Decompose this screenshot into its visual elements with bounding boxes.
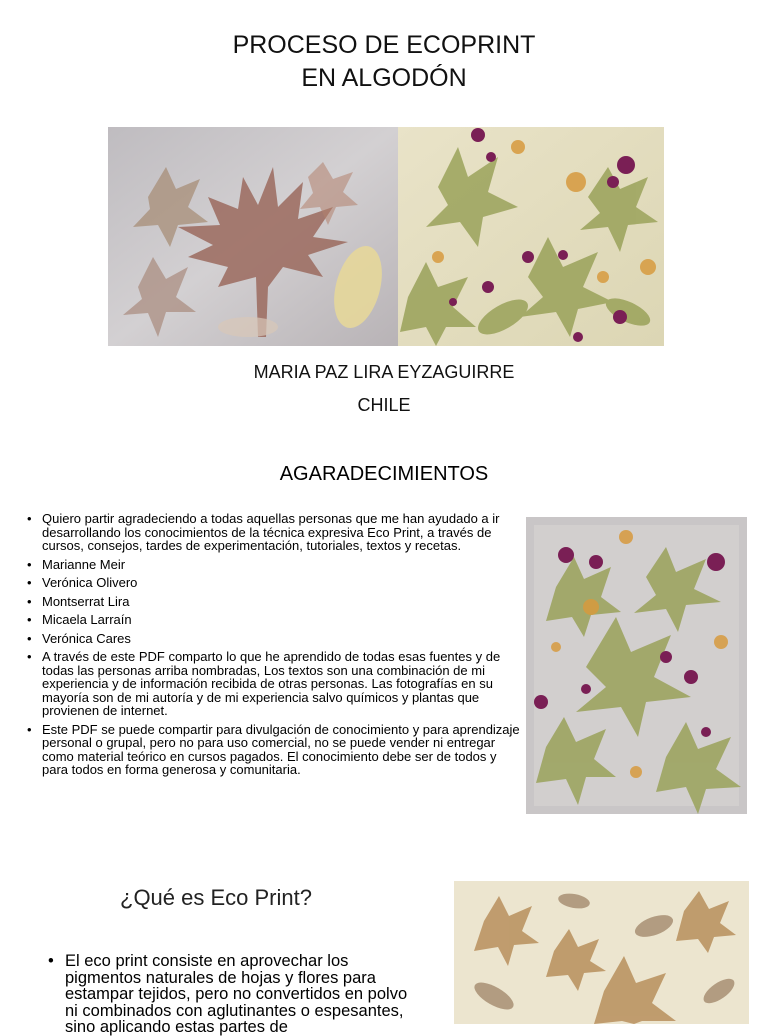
list-item: • A través de este PDF comparto lo que he aprendido de todas esas fuentes y de todas las personas arriba nombradas, Los textos son una combinación de mi experiencia y de información recibida de otras personas. Las fotografías en su mayoría son de mi autoría y de mi experiencia salvo químicos y plantas que provienen de internet.: [27, 650, 522, 718]
list-item: • Marianne Meir: [27, 558, 522, 572]
hero-ecoprint-photo: [108, 127, 664, 346]
what-is-ecoprint-list: [48, 953, 408, 1036]
author-country: CHILE: [357, 395, 411, 415]
acknowledgements-list: [27, 512, 522, 782]
author-name: MARIA PAZ LIRA EYZAGUIRRE: [253, 362, 515, 382]
list-item: • Quiero partir agradeciendo a todas aquellas personas que me han ayudado a ir desarrollando los conocimientos de la técnica expresiva Eco Print, a través de cursos, consejos, tardes de experimentación, tutoriales, textos y recetas.: [27, 512, 522, 553]
list-item: • Verónica Olivero: [27, 576, 522, 590]
ecoprint-cream-fabric-photo: [454, 881, 749, 1024]
page-title-line-2: EN ALGODÓN: [301, 64, 467, 92]
what-is-ecoprint-heading: ¿Qué es Eco Print?: [120, 885, 312, 910]
acknowledgements-heading: AGARADECIMIENTOS: [279, 463, 489, 485]
ecoprint-fabric-photo: [526, 517, 747, 814]
list-item: • Montserrat Lira: [27, 595, 522, 609]
list-item: • Verónica Cares: [27, 632, 522, 646]
list-item: • El eco print consiste en aprovechar los pigmentos naturales de hojas y flores para estampar tejidos, pero no convertidos en polvo ni combinados con aglutinantes o espesantes, sino aplicando estas partes de: [48, 953, 408, 1036]
list-item: • Este PDF se puede compartir para divulgación de conocimiento y para aprendizaje personal o grupal, pero no para uso comercial, no se puede vender ni entregar como material teórico en cursos pagados. El conocimiento debe ser de todos y para todos en forma generosa y comunitaria.: [27, 723, 522, 777]
list-item: • Micaela Larraín: [27, 613, 522, 627]
page-title-line-1: PROCESO DE ECOPRINT: [232, 31, 536, 59]
